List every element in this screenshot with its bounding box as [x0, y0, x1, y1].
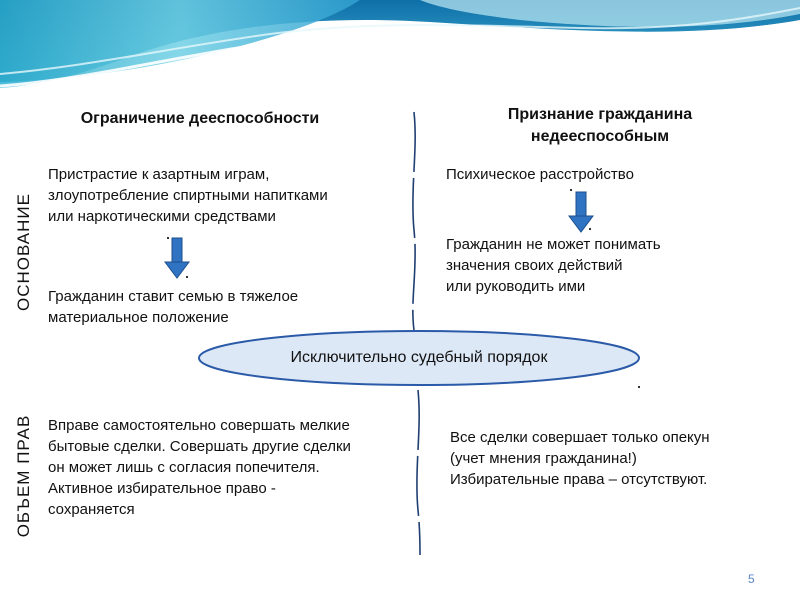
- dot-marker: [570, 189, 572, 191]
- left-basis-text: Пристрастие к азартным играм, злоупотребление спиртными напитками или наркотическими средствами: [48, 166, 328, 225]
- header-wave-decoration: [0, 0, 800, 90]
- page-number: 5: [748, 572, 755, 586]
- right-rights-text: Все сделки совершает только опекун (учет мнения гражданина!) Избирательные права – отсутствуют.: [450, 429, 710, 488]
- dot-marker: [589, 228, 591, 230]
- dot-marker: [186, 276, 188, 278]
- row-label-rights: ОБЪЕМ ПРАВ: [14, 414, 33, 538]
- left-column-title: Ограничение дееспособности: [80, 110, 320, 127]
- right-column-title: [450, 104, 750, 148]
- dot-marker: [167, 237, 169, 239]
- procedure-label: Исключительно судебный порядок: [290, 349, 548, 366]
- row-label-basis: ОСНОВАНИЕ: [14, 193, 33, 311]
- right-consequence-text: Гражданин не может понимать значения своих действий или руководить ими: [446, 236, 661, 295]
- right-title-line2: недееспособным: [530, 128, 670, 145]
- left-consequence-text: Гражданин ставит семью в тяжелое материальное положение: [48, 288, 299, 326]
- left-rights-text: Вправе самостоятельно совершать мелкие бытовые сделки. Совершать другие сделки он может лишь с согласия попечителя. Активное избирательное право - сохраняется: [48, 417, 351, 518]
- right-title-line1: Признание гражданина: [507, 106, 693, 123]
- procedure-ellipse: [196, 328, 642, 388]
- left-down-arrow-icon: [164, 236, 190, 280]
- right-basis-text: Психическое расстройство: [446, 166, 634, 183]
- dot-marker: [638, 386, 640, 388]
